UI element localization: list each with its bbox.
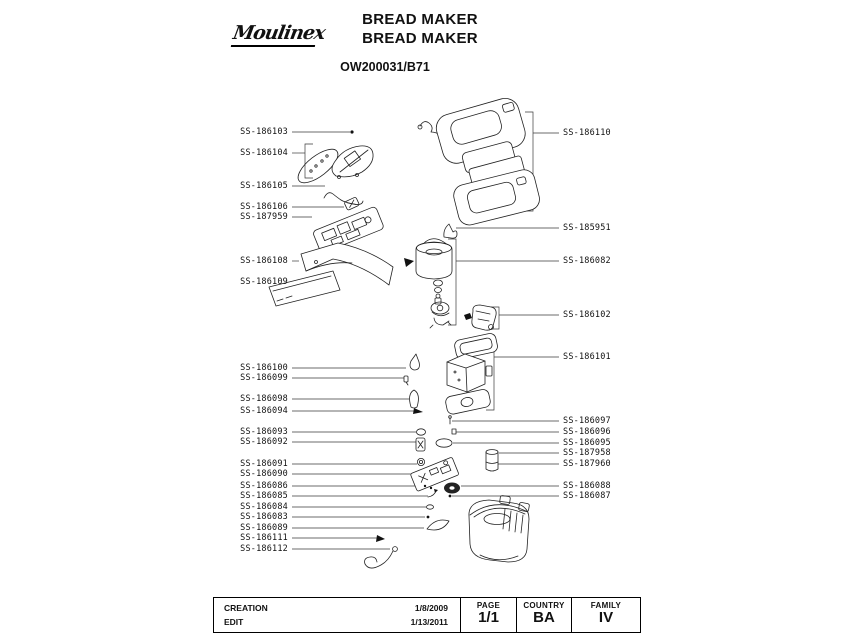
callout-ss-187959: SS-187959 — [240, 212, 288, 222]
callout-ss-186104: SS-186104 — [240, 148, 288, 158]
page-value: 1/1 — [478, 609, 499, 626]
edit-label: EDIT — [224, 616, 244, 627]
callout-ss-186109: SS-186109 — [240, 277, 288, 287]
edit-date: 1/13/2011 — [410, 616, 448, 627]
callout-ss-187958: SS-187958 — [563, 448, 611, 458]
country-value: BA — [533, 609, 555, 626]
callout-ss-186083: SS-186083 — [240, 512, 288, 522]
country-cell — [516, 598, 571, 632]
page-cell — [460, 598, 516, 632]
callout-ss-186100: SS-186100 — [240, 363, 288, 373]
callout-ss-186084: SS-186084 — [240, 502, 288, 512]
callout-ss-186086: SS-186086 — [240, 481, 288, 491]
title-line-1: BREAD MAKER — [362, 11, 478, 28]
country-label: COUNTRY — [523, 601, 565, 610]
callout-ss-187960: SS-187960 — [563, 459, 611, 469]
callout-ss-186112: SS-186112 — [240, 544, 288, 554]
callout-ss-186085: SS-186085 — [240, 491, 288, 501]
family-value: IV — [598, 609, 614, 626]
creation-label: CREATION — [224, 603, 268, 614]
callout-ss-186098: SS-186098 — [240, 394, 288, 404]
fuse-part-drawing — [444, 224, 457, 238]
revision-cell — [214, 598, 460, 632]
callout-ss-186097: SS-186097 — [563, 416, 611, 426]
callout-ss-186103: SS-186103 — [240, 127, 288, 137]
callout-ss-186082: SS-186082 — [563, 256, 611, 266]
callout-ss-186111: SS-186111 — [240, 533, 288, 543]
callout-ss-186106: SS-186106 — [240, 202, 288, 212]
model-number: OW200031/B71 — [340, 60, 430, 74]
callout-ss-186087: SS-186087 — [563, 491, 611, 501]
housing-drawing — [469, 495, 530, 562]
callout-ss-186095: SS-186095 — [563, 438, 611, 448]
callout-ss-186091: SS-186091 — [240, 459, 288, 469]
bread-pan-drawing — [404, 239, 452, 328]
lid-assembly-drawing — [418, 95, 542, 227]
revision-table — [213, 597, 641, 633]
body-assembly-drawing — [445, 332, 499, 415]
callout-ss-185951: SS-185951 — [563, 223, 611, 233]
panel-clip-drawing — [324, 193, 363, 211]
callout-ss-186090: SS-186090 — [240, 469, 288, 479]
callout-ss-186088: SS-186088 — [563, 481, 611, 491]
callout-ss-186110: SS-186110 — [563, 128, 611, 138]
creation-date: 1/8/2009 — [414, 603, 448, 614]
page-label: PAGE — [476, 601, 501, 610]
callout-ss-186092: SS-186092 — [240, 437, 288, 447]
callout-ss-186101: SS-186101 — [563, 352, 611, 362]
kneader-mount-drawing — [464, 305, 496, 330]
dispenser-drawing — [269, 243, 393, 306]
callout-ss-186108: SS-186108 — [240, 256, 288, 266]
callout-ss-186094: SS-186094 — [240, 406, 288, 416]
family-label: FAMILY — [590, 601, 622, 610]
family-cell — [571, 598, 640, 632]
callout-ss-186105: SS-186105 — [240, 181, 288, 191]
moulinex-logo: Moulinex — [231, 22, 319, 47]
callout-ss-186102: SS-186102 — [563, 310, 611, 320]
callout-ss-186099: SS-186099 — [240, 373, 288, 383]
title-line-2: BREAD MAKER — [362, 30, 478, 47]
callout-ss-186089: SS-186089 — [240, 523, 288, 533]
callout-ss-186093: SS-186093 — [240, 427, 288, 437]
callout-ss-186096: SS-186096 — [563, 427, 611, 437]
